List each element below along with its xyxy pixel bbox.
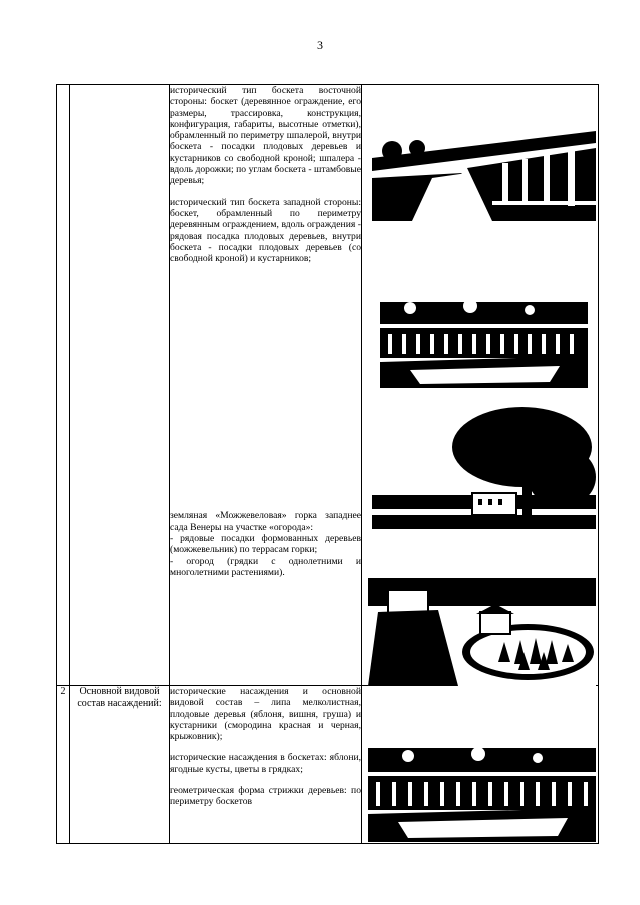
description-cell <box>170 686 362 844</box>
table-row <box>57 686 599 844</box>
paragraph-east-bosket: исторический тип боскета восточной стороны: боскет (деревянное ограждение, его размеры, трассировка, конструкция, конфигурация, габариты, высотные отметки), обрамленный по периметру шпалерой, внутри боскета - посадки плодовых деревьев и кустарников со свободной кроной; шпалера - вдоль дорожки; по углам боскета - штамбовые деревья; <box>170 85 361 187</box>
photos-cell <box>362 686 599 844</box>
row-number-cell: 2 <box>57 686 70 844</box>
table-row <box>57 85 599 686</box>
document-table <box>56 84 599 844</box>
paragraph-pruning-form: геометрическая форма стрижки деревьев: по периметру боскетов <box>170 785 361 808</box>
paragraph-bosket-plantings: исторические насаждения в боскетах: яблони, ягодные кусты, цветы в грядках; <box>170 752 361 775</box>
photo-tree-house <box>372 397 596 543</box>
paragraph-vegetable-garden: - огород (грядки с однолетними и многолетними растениями). <box>170 555 361 578</box>
photo-east-bosket <box>372 123 596 221</box>
paragraph-juniper-hill: земляная «Можжевеловая» горка западнее сада Венеры на участке «огорода»: <box>170 510 361 533</box>
row-number-cell <box>57 85 70 686</box>
photos-cell <box>362 85 599 686</box>
row-name-cell <box>70 85 170 686</box>
photo-juniper-hill <box>368 572 596 686</box>
photo-species-balustrade <box>368 738 596 842</box>
description-cell <box>170 85 362 686</box>
paragraph-species-composition: исторические насаждения и основной видовой состав – липа мелколистная, плодовые деревья (яблоня, вишня, груша) и кустарники (смородина красная и черная, крыжовник); <box>170 686 361 743</box>
page-number: 3 <box>317 38 323 52</box>
photo-west-bosket <box>380 290 588 388</box>
paragraph-juniper-rows: - рядовые посадки формованных деревьев (можжевельник) по террасам горки; <box>170 533 361 556</box>
paragraph-west-bosket: исторический тип боскета западной стороны: боскет, обрамленный по периметру деревянным ограждением, вдоль ограждения - рядовая посадка плодовых деревьев, внутри боскета - посадки плодовых деревьев (со свободной кроной) и кустарников; <box>170 196 361 265</box>
row-name-cell: Основной видовой состав насаждений: <box>70 686 170 844</box>
